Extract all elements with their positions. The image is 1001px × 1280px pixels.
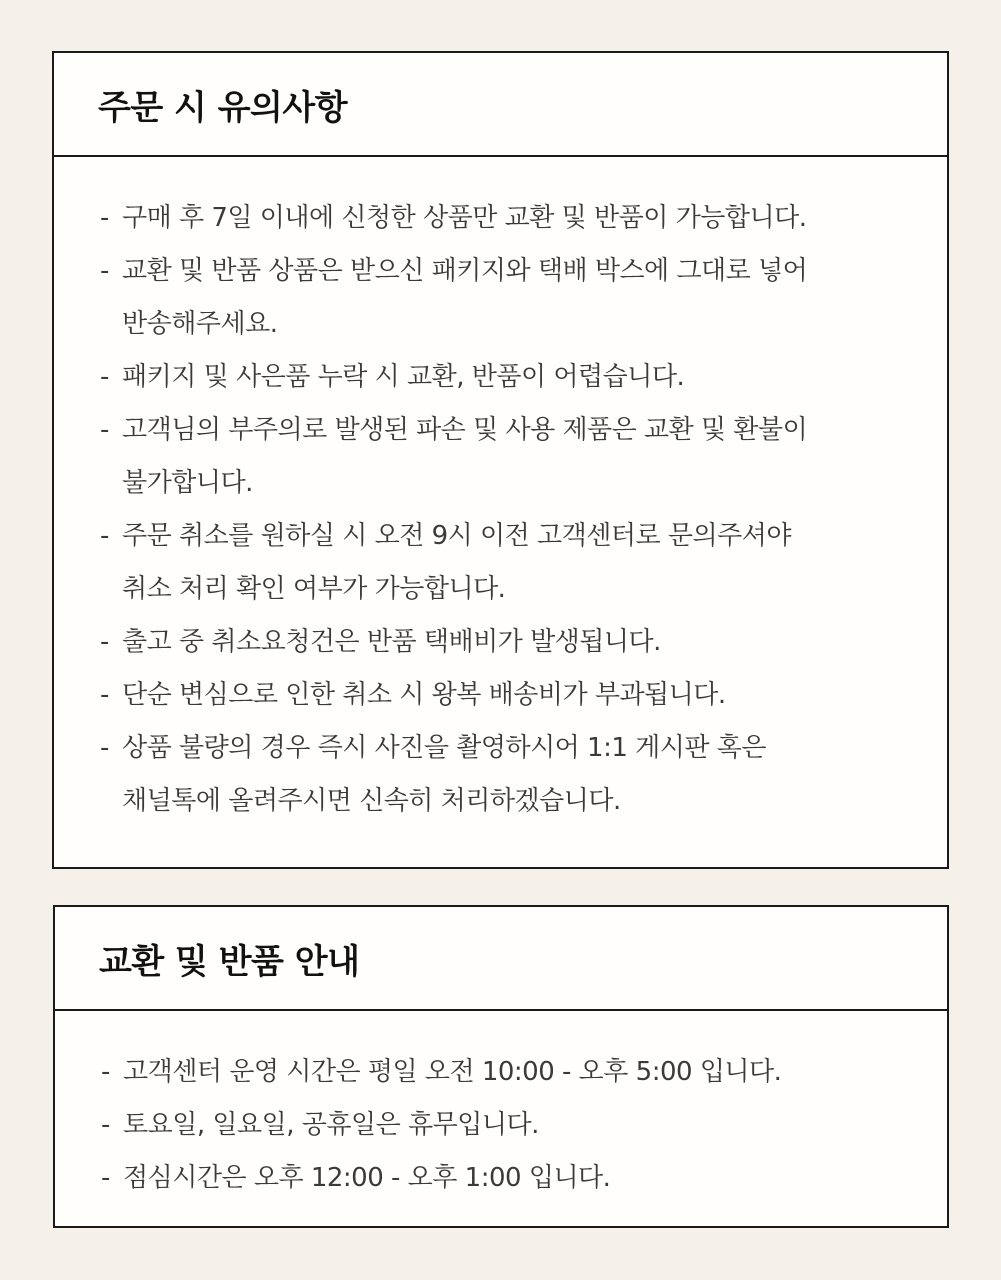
list-item-text [122,192,907,245]
order-notice-title: 주문 시 유의사항 [98,87,348,128]
list-item-text [122,722,907,828]
order-notice-list [54,157,947,828]
exchange-info-box [53,905,949,1228]
bullet-dash: - [101,1110,110,1140]
list-item-line: 단순 변심으로 인한 취소 시 왕복 배송비가 부과됩니다. [122,680,726,710]
list-item [101,1046,907,1099]
list-item-line: 점심시간은 오후 12:00 - 오후 1:00 입니다. [123,1163,611,1193]
list-item-text [122,616,907,669]
list-item-line: 불가합니다. [122,468,253,498]
list-item [100,616,907,669]
list-item-text [122,245,907,351]
list-item-text [122,669,907,722]
bullet-dash: - [100,733,109,763]
list-item-text [123,1152,907,1205]
list-item [100,245,907,351]
list-item-line: 상품 불량의 경우 즉시 사진을 촬영하시어 1:1 게시판 혹은 [122,733,767,763]
list-item-text [123,1046,907,1099]
list-item [101,1152,907,1205]
list-item-line: 고객님의 부주의로 발생된 파손 및 사용 제품은 교환 및 환불이 [122,415,808,445]
list-item-line: 패키지 및 사은품 누락 시 교환, 반품이 어렵습니다. [122,362,685,392]
bullet-dash: - [100,521,109,551]
list-item [100,669,907,722]
order-notice-header [54,53,947,157]
exchange-info-title: 교환 및 반품 안내 [99,941,360,982]
bullet-dash: - [100,627,109,657]
list-item-text [122,404,907,510]
list-item [100,192,907,245]
bullet-dash: - [100,680,109,710]
list-item [101,1099,907,1152]
list-item-line: 주문 취소를 원하실 시 오전 9시 이전 고객센터로 문의주셔야 [122,521,791,551]
list-item [100,404,907,510]
list-item-line: 구매 후 7일 이내에 신청한 상품만 교환 및 반품이 가능합니다. [122,203,807,233]
list-item-line: 반송해주세요. [122,309,278,339]
order-notice-box [52,51,949,869]
bullet-dash: - [100,362,109,392]
list-item-line: 고객센터 운영 시간은 평일 오전 10:00 - 오후 5:00 입니다. [123,1057,782,1087]
list-item [100,510,907,616]
list-item-line: 출고 중 취소요청건은 반품 택배비가 발생됩니다. [122,627,661,657]
list-item-line: 토요일, 일요일, 공휴일은 휴무입니다. [123,1110,539,1140]
list-item-line: 채널톡에 올려주시면 신속히 처리하겠습니다. [122,786,621,816]
bullet-dash: - [100,256,109,286]
list-item-text [122,510,907,616]
bullet-dash: - [101,1057,110,1087]
exchange-info-list [55,1011,947,1205]
list-item-line: 교환 및 반품 상품은 받으신 패키지와 택배 박스에 그대로 넣어 [122,256,808,286]
list-item-text [123,1099,907,1152]
bullet-dash: - [100,203,109,233]
list-item [100,722,907,828]
exchange-info-header [55,907,947,1011]
list-item-text [122,351,907,404]
bullet-dash: - [100,415,109,445]
bullet-dash: - [101,1163,110,1193]
list-item [100,351,907,404]
list-item-line: 취소 처리 확인 여부가 가능합니다. [122,574,506,604]
